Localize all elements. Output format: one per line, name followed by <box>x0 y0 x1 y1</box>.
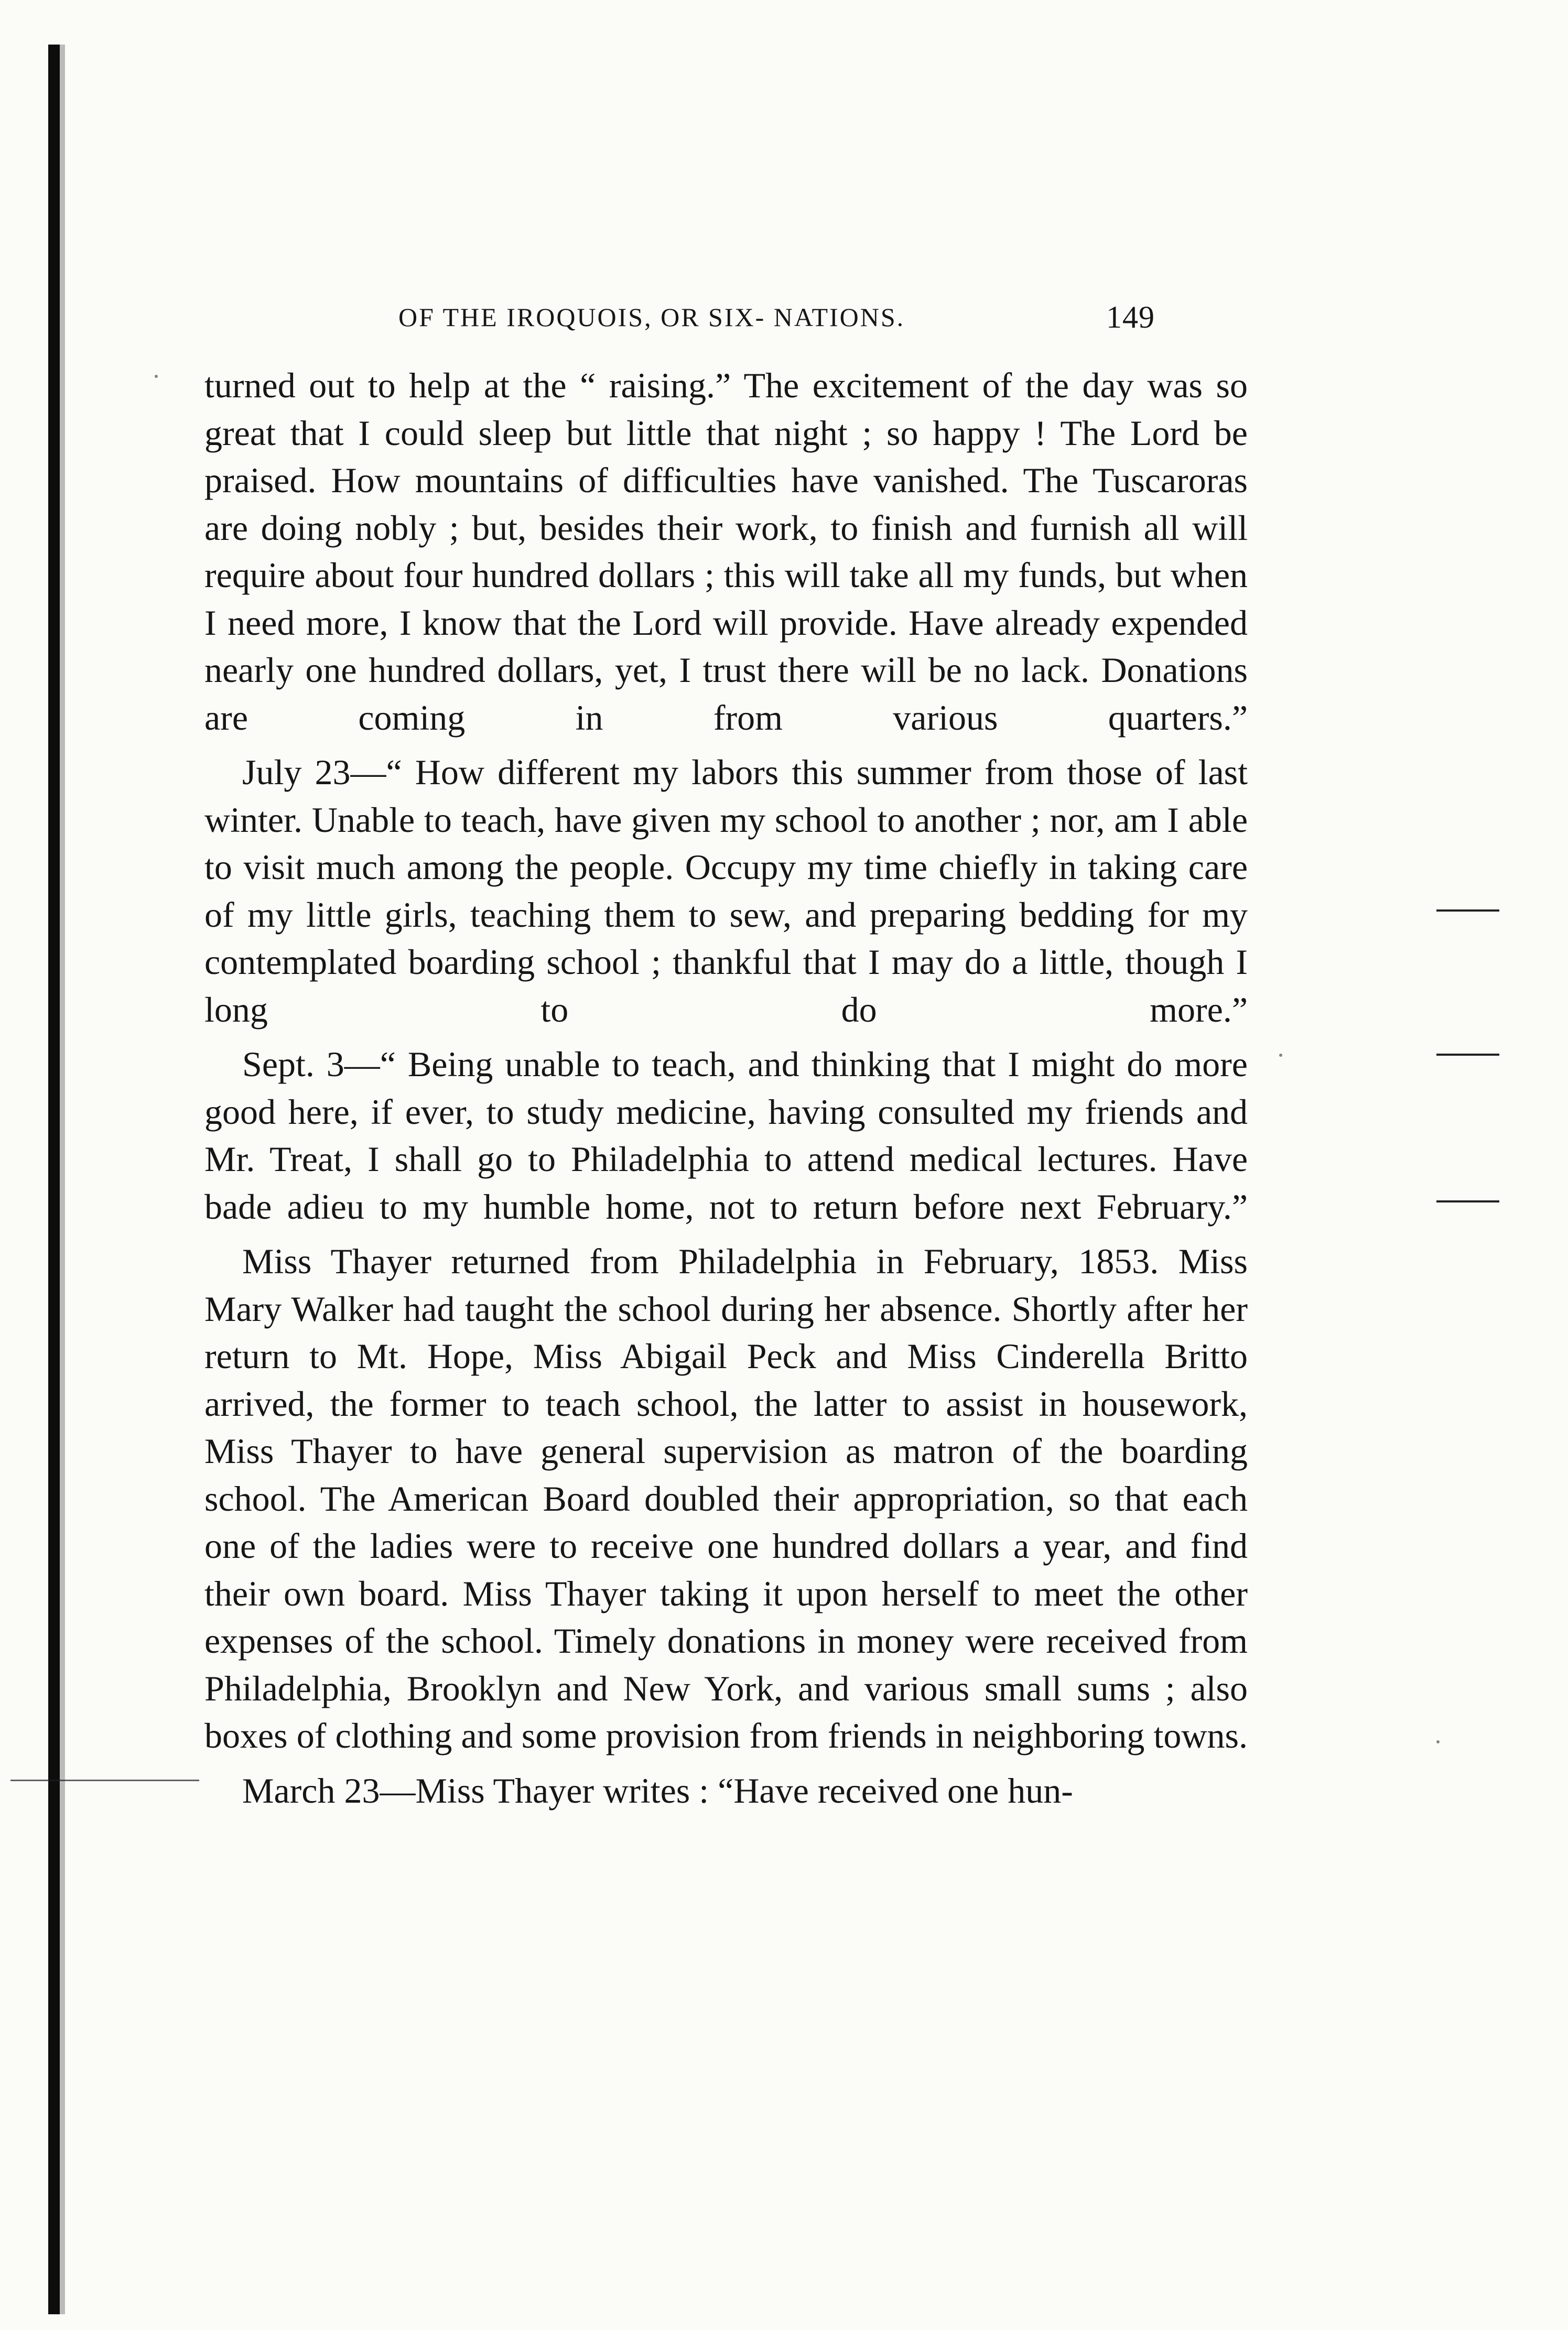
paragraph-continuation: turned out to help at the “ raising.” The excitement of the day was so great that I could sleep but little that night ; so happy ! The Lord be praised. How mountains of difficulties have vanished. The Tuscaroras are doing nobly ; but, besides their work, to finish and furnish all will require about four hundred dollars ; this will take all my funds, but when I need more, I know that the Lord will provide. Have already expended nearly one hundred dollars, yet, I trust there will be no lack. Donations are coming in from various quarters.” <box>204 365 1248 738</box>
margin-rule-1 <box>1436 909 1499 912</box>
paragraph-march-23: March 23—Miss Thayer writes : “Have received one hun- <box>242 1770 1073 1811</box>
margin-rule-3 <box>1436 1200 1499 1202</box>
paragraph-return-from-philadelphia: Miss Thayer returned from Philadelphia in February, 1853. Miss Mary Walker had taught the school during her absence. Shortly after her return to Mt. Hope, Miss Abigail Peck and Miss Cinderella Britto arrived, the former to teach school, the latter to assist in housework, Miss Thayer to have general supervision as matron of the boarding school. The American Board doubled their appropriation, so that each one of the ladies were to receive one hundred dollars a year, and find their own board. Miss Thayer taking it upon herself to meet the other expenses of the school. Timely donations in money were received from Philadelphia, Brooklyn and New York, and various small sums ; also boxes of clothing and some provision from friends in neighboring towns. <box>204 1241 1248 1755</box>
page-header <box>398 296 1279 338</box>
page-binding-edge <box>48 45 60 2314</box>
running-title: OF THE IROQUOIS, OR SIX- NATIONS. <box>398 302 905 332</box>
body-text <box>204 362 1248 1822</box>
speck <box>1436 1740 1440 1743</box>
paragraph-sept-3: Sept. 3—“ Being unable to teach, and thinking that I might do more good here, if ever, to study medicine, having consulted my friends and Mr. Treat, I shall go to Philadelphia to attend medical lectures. Have bade adieu to my humble home, not to return before next February.” <box>204 1044 1248 1227</box>
speck <box>1279 1054 1282 1057</box>
speck <box>155 375 158 378</box>
paragraph-july-23: July 23—“ How different my labors this summer from those of last winter. Unable to teach, have given my school to another ; nor, am I able to visit much among the people. Occupy my time chiefly in taking care of my little girls, teaching them to sew, and preparing bedding for my contemplated boarding school ; thankful that I may do a little, though I long to do more.” <box>204 752 1248 1029</box>
margin-rule-2 <box>1436 1054 1499 1056</box>
margin-rule-left <box>10 1780 199 1781</box>
page-binding-shadow <box>60 45 65 2314</box>
page-number: 149 <box>1106 300 1155 334</box>
